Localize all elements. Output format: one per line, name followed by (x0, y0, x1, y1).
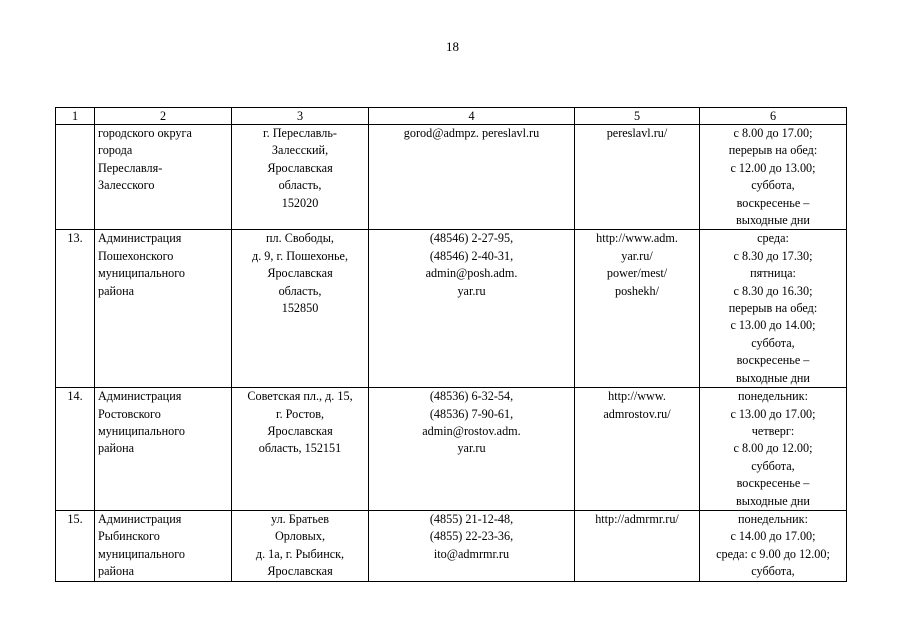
cell-line: Ярославская (267, 564, 333, 579)
cell-line: г. Переславль- (263, 126, 337, 140)
cell-line: муниципального (98, 546, 185, 561)
cell-line: суббота, (751, 458, 795, 473)
cell-line: Залесский, (271, 143, 329, 158)
page-number: 18 (446, 39, 459, 54)
cell-line: муниципального (98, 423, 185, 438)
cell-line: выходные дни (736, 213, 810, 228)
cell-line: воскресенье – (736, 476, 810, 491)
cell-line: муниципального (98, 266, 185, 281)
cell-line: (4855) 22-23-36, (429, 529, 514, 544)
cell-line: Залесского (98, 178, 155, 193)
working-hours-cell (700, 230, 847, 388)
cell-line: pereslavl.ru/ (606, 126, 668, 140)
website-cell (575, 388, 700, 511)
cell-line: gorod@admpz. pereslavl.ru (403, 126, 540, 140)
cell-line: воскресенье – (736, 353, 810, 368)
cell-line: Администрация (98, 511, 182, 526)
working-hours-cell (700, 388, 847, 511)
cell-line: ito@admrmr.ru (433, 546, 510, 561)
website-cell (575, 125, 700, 230)
column-header: 6 (700, 108, 847, 125)
cell-line: выходные дни (736, 493, 810, 508)
cell-line: района (98, 283, 135, 298)
column-header: 3 (232, 108, 369, 125)
column-header: 1 (56, 108, 95, 125)
cell-line: область, (278, 283, 322, 298)
cell-line: с 13.00 до 17.00; (730, 406, 816, 421)
cell-line: города (98, 143, 133, 158)
contacts-cell (369, 125, 575, 230)
address-cell (232, 510, 369, 581)
cell-line: Советская пл., д. 15, (247, 389, 353, 404)
cell-line: г. Ростов, (275, 406, 325, 421)
cell-line: с 13.00 до 14.00; (730, 318, 816, 333)
organization-name-cell (95, 510, 232, 581)
cell-line: Ярославская (267, 423, 333, 438)
cell-line: yar.ru/ (621, 248, 653, 263)
cell-line: Пошехонского (98, 248, 174, 263)
cell-line: Орловых, (275, 529, 325, 544)
table-row (56, 125, 847, 230)
cell-line: 152020 (281, 195, 319, 210)
organization-name-cell (95, 388, 232, 511)
cell-line: admrostov.ru/ (603, 406, 671, 421)
website-cell (575, 510, 700, 581)
cell-line: с 14.00 до 17.00; (730, 529, 816, 544)
administrations-table (55, 107, 847, 582)
working-hours-cell (700, 125, 847, 230)
cell-line: воскресенье – (736, 195, 810, 210)
cell-line: городского округа (98, 126, 192, 140)
column-header: 5 (575, 108, 700, 125)
cell-line: (48546) 2-40-31, (429, 248, 514, 263)
cell-line: понедельник: (738, 511, 808, 526)
address-cell (232, 230, 369, 388)
cell-line: yar.ru (457, 441, 486, 456)
cell-line: admin@rostov.adm. (422, 423, 521, 438)
row-number-cell (56, 125, 95, 230)
cell-line: Ростовского (98, 406, 161, 421)
cell-line: суббота, (751, 335, 795, 350)
cell-line: пятница: (750, 266, 796, 281)
cell-line: понедельник: (738, 389, 808, 404)
cell-line: ул. Братьев (271, 511, 329, 526)
cell-line: 152850 (281, 301, 319, 316)
cell-line: Администрация (98, 389, 182, 404)
cell-line: poshekh/ (614, 283, 659, 298)
contacts-cell (369, 388, 575, 511)
address-cell (232, 388, 369, 511)
cell-line: суббота, (751, 178, 795, 193)
cell-line: района (98, 564, 135, 579)
cell-line: Ярославская (267, 160, 333, 175)
cell-line: yar.ru (457, 283, 486, 298)
cell-line: перерыв на обед: (728, 143, 818, 158)
cell-line: района (98, 441, 135, 456)
table-row (56, 388, 847, 511)
cell-line: с 12.00 до 13.00; (730, 160, 816, 175)
cell-line: область, 152151 (258, 441, 342, 456)
cell-line: (48536) 6-32-54, (429, 389, 514, 404)
cell-line: выходные дни (736, 370, 810, 385)
column-header: 4 (369, 108, 575, 125)
cell-line: четверг: (751, 423, 795, 438)
address-cell (232, 125, 369, 230)
cell-line: д. 9, г. Пошехонье, (252, 248, 348, 263)
cell-line: Ярославская (267, 266, 333, 281)
cell-line: с 8.30 до 17.30; (733, 248, 813, 263)
column-header: 2 (95, 108, 232, 125)
cell-line: (48546) 2-27-95, (429, 231, 514, 246)
cell-line: http://www.adm. (596, 231, 678, 246)
working-hours-cell (700, 510, 847, 581)
cell-line: с 8.30 до 16.30; (733, 283, 813, 298)
table-row (56, 510, 847, 581)
contacts-cell (369, 510, 575, 581)
cell-line: с 8.00 до 17.00; (733, 126, 813, 140)
cell-line: область, (278, 178, 322, 193)
cell-line: перерыв на обед: (728, 301, 818, 316)
cell-line: среда: (757, 231, 789, 246)
header-row (56, 108, 847, 125)
cell-line: (48536) 7-90-61, (429, 406, 514, 421)
contacts-cell (369, 230, 575, 388)
cell-line: (4855) 21-12-48, (429, 511, 514, 526)
row-number-cell: 13. (56, 230, 95, 388)
cell-line: среда: с 9.00 до 12.00; (716, 546, 830, 561)
cell-line: http://www. (608, 389, 666, 404)
cell-line: http://admrmr.ru/ (595, 511, 679, 526)
cell-line: Рыбинского (98, 529, 160, 544)
cell-line: admin@posh.adm. (425, 266, 518, 281)
cell-line: д. 1а, г. Рыбинск, (255, 546, 345, 561)
cell-line: Переславля- (98, 160, 163, 175)
cell-line: с 8.00 до 12.00; (733, 441, 813, 456)
organization-name-cell (95, 125, 232, 230)
cell-line: пл. Свободы, (266, 231, 334, 246)
row-number-cell: 15. (56, 510, 95, 581)
cell-line: Администрация (98, 231, 182, 246)
row-number-cell: 14. (56, 388, 95, 511)
table-row (56, 230, 847, 388)
cell-line: суббота, (751, 564, 795, 579)
organization-name-cell (95, 230, 232, 388)
website-cell (575, 230, 700, 388)
cell-line: power/mest/ (606, 266, 668, 281)
